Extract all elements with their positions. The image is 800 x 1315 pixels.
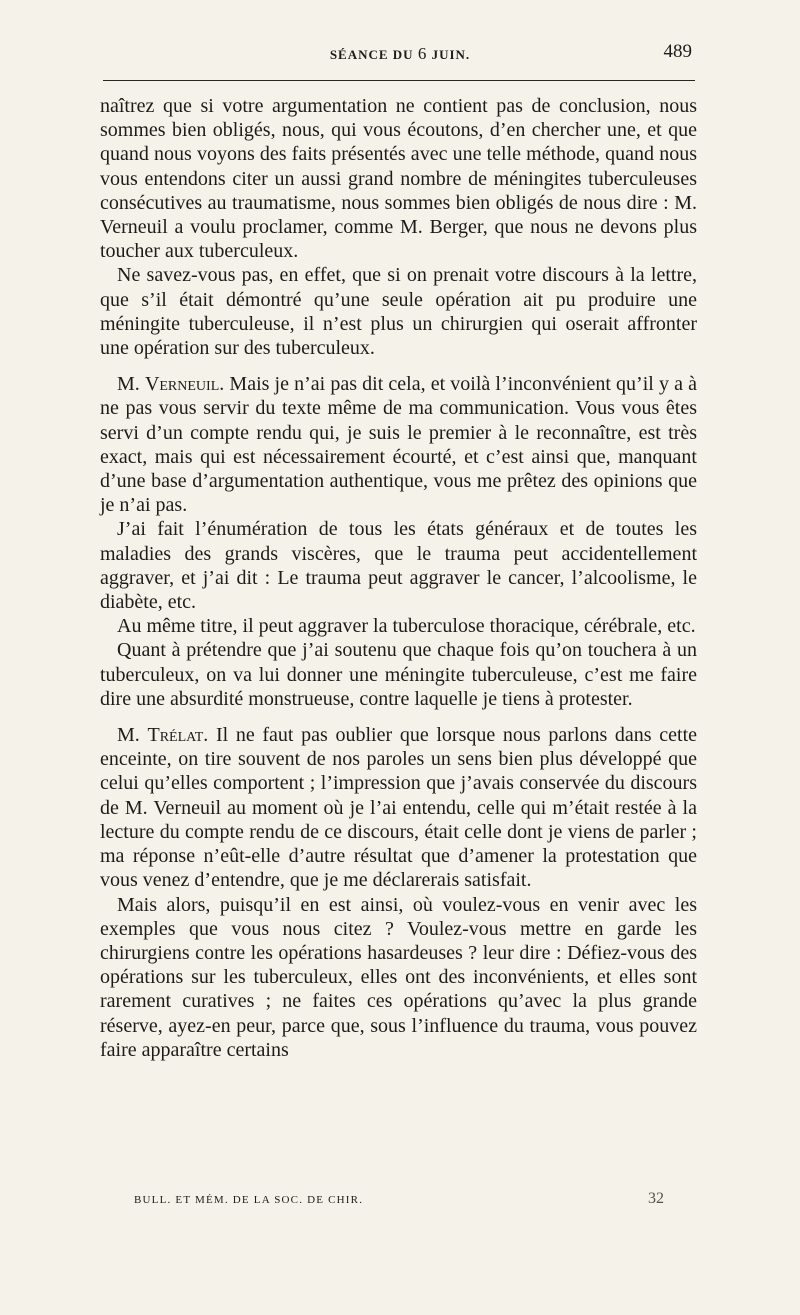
sheet-number: 32 [648,1190,664,1207]
speaker-prefix: M. [117,724,140,747]
signature-line: BULL. ET MÉM. DE LA SOC. DE CHIR. [134,1194,364,1206]
speaker-name: Verneuil. [144,373,225,396]
page-footer [134,1190,664,1210]
page-number: 489 [663,41,692,62]
body-text [100,94,697,1062]
paragraph: Mais alors, puisqu’il en est ainsi, où voulez-vous en venir avec les exemples que vous nous citez ? Voulez-vous mettre en garde les chirurgiens contre les opérations hasardeuses ? leur dire : Défiez-vous des opérations sur les tuberculeux, elles ont des inconvénients, et elles sont rarement curatives ; ne faites ces opérations qu’avec la plus grande réserve, ayez-en peur, parce que, sous l’influence du trauma, vous pouvez faire apparaître certains [100,893,697,1061]
paragraph: Quant à prétendre que j’ai soutenu que chaque fois qu’on touchera à un tuberculeux, on va lui donner une méningite tuberculeuse, c’est me faire dire une absurdité monstrueuse, contre laquelle je tiens à protester. [100,639,697,710]
speaker-name: Trélat. [147,724,209,747]
running-head-prefix: SÉANCE DU [329,47,414,62]
paragraph: J’ai fait l’énumération de tous les états généraux et de toutes les maladies des grands viscères, que le trauma peut accidentellement aggraver, et j’ai dit : Le trauma peut aggraver le cancer, l’alcoolisme, le diabète, etc. [100,518,697,614]
header-rule [103,80,695,81]
running-head-day: 6 [417,44,428,63]
running-head [100,44,700,64]
page-header [100,41,700,74]
paragraph: naîtrez que si votre argumentation ne contient pas de conclusion, nous sommes bien obligés, nous, qui vous écoutons, d’en chercher une, et que quand nous voyons des faits présentés avec une telle méthode, quand nous vous entendons citer un aussi grand nombre de méningites tuberculeuses consécutives au traumatisme, nous sommes bien obligés de nous dire : M. Verneuil a voulu proclamer, comme M. Berger, que nous ne devons plus toucher aux tuberculeux. [100,95,697,263]
speaker-prefix: M. [117,373,140,396]
paragraph-text: Il ne faut pas oublier que lorsque nous parlons dans cette enceinte, on tire souvent de nos paroles un sens bien plus développé que celui qu’elles comportent ; l’impression que j’avais conservée du discours de M. Verneuil au moment où je l’ai entendu, celle qui m’était restée à la lecture du compte rendu de ce discours, était celle dont je viens de parler ; ma réponse n’eût-elle d’autre résultat que d’amener la protestation que vous venez d’entendre, que je me déclarerais satisfait. [100,724,698,892]
paragraph-text: Mais je n’ai pas dit cela, et voilà l’inconvénient qu’il y a à ne pas vous servir du texte même de ma communication. Vous vous êtes servi d’un compte rendu qui, je suis le premier à le reconnaître, est très exact, mais qui est nécessairement écourté, et c’est ainsi que, manquant d’une base d’argumentation authentique, vous me prêtez des opinions que je n’ai pas. [100,373,697,517]
paragraph: Au même titre, il peut aggraver la tuberculose thoracique, cérébrale, etc. [117,615,696,638]
paragraph: Ne savez-vous pas, en effet, que si on prenait votre discours à la lettre, que s’il était démontré qu’une seule opération ait pu produire une méningite tuberculeuse, il n’est plus un chirurgien qui oserait affronter une opération sur des tuberculeux. [100,264,697,360]
speaker-paragraph [100,723,697,892]
running-head-suffix: JUIN. [431,47,471,62]
speaker-paragraph [100,372,697,517]
